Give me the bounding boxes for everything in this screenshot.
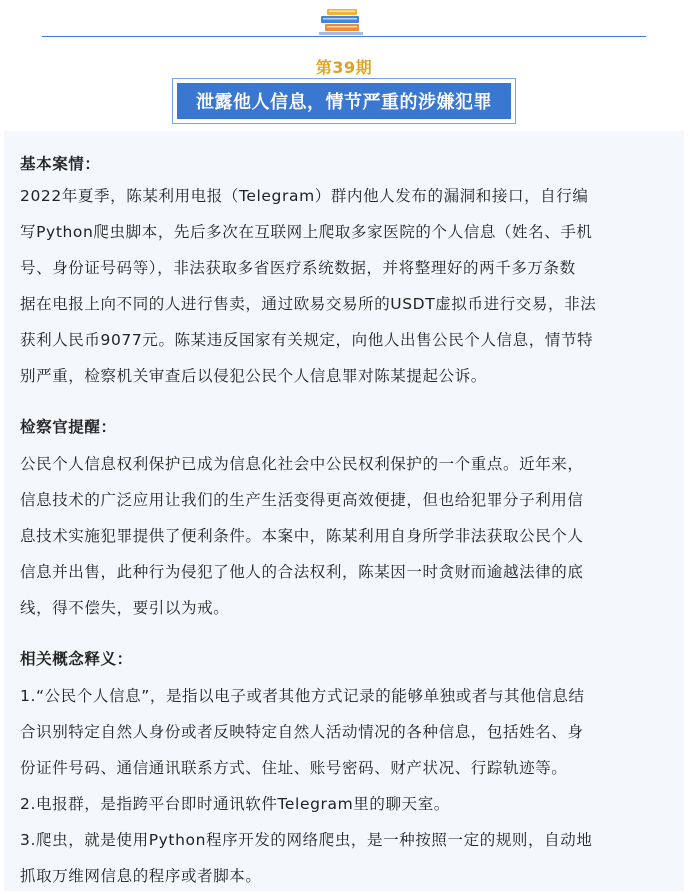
books-icon — [313, 6, 369, 36]
page-title: 泄露他人信息，情节严重的涉嫌犯罪 — [177, 83, 511, 119]
reminder-line: 公民个人信息权利保护已成为信息化社会中公民权利保护的一个重点。近年来， — [20, 455, 584, 473]
content-panel — [4, 131, 684, 891]
concept-line: 1.“公民个人信息”，是指以电子或者其他方式记录的能够单独或者与其他信息结 — [20, 687, 585, 705]
case-line: 号、身份证号码等），非法获取多省医疗系统数据，并将整理好的两千多万条数 — [20, 259, 576, 277]
reminder-line: 线，得不偿失，要引以为戒。 — [20, 599, 230, 617]
case-line: 写Python爬虫脚本，先后多次在互联网上爬取多家医院的个人信息（姓名、手机 — [20, 223, 593, 241]
reminder-line: 信息并出售，此种行为侵犯了他人的合法权利，陈某因一时贪财而逾越法律的底 — [20, 563, 584, 581]
header-divider — [42, 36, 646, 37]
concept-line: 2.电报群，是指跨平台即时通讯软件Telegram里的聊天室。 — [20, 795, 450, 813]
issue-number: 第39期 — [315, 58, 373, 77]
section-heading-case: 基本案情： — [20, 155, 101, 173]
reminder-line: 息技术实施犯罪提供了便利条件。本案中，陈某利用自身所学非法获取公民个人 — [20, 527, 584, 545]
case-line: 2022年夏季，陈某利用电报（Telegram）群内他人发布的漏洞和接口，自行编 — [20, 187, 589, 205]
section-heading-reminder: 检察官提醒： — [20, 418, 117, 436]
concept-line: 份证件号码、通信通讯联系方式、住址、账号密码、财产状况、行踪轨迹等。 — [20, 759, 568, 777]
concept-line: 抓取万维网信息的程序或者脚本。 — [20, 867, 262, 885]
title-frame — [172, 78, 516, 124]
header-decoration — [0, 0, 688, 50]
reminder-line: 信息技术的广泛应用让我们的生产生活变得更高效便捷，但也给犯罪分子利用信 — [20, 491, 584, 509]
concept-line: 3.爬虫，就是使用Python程序开发的网络爬虫，是一种按照一定的规则，自动地 — [20, 831, 593, 849]
concept-line: 合识别特定自然人身份或者反映特定自然人活动情况的各种信息，包括姓名、身 — [20, 723, 584, 741]
section-heading-concepts: 相关概念释义： — [20, 650, 133, 668]
case-line: 别严重，检察机关审查后以侵犯公民个人信息罪对陈某提起公诉。 — [20, 367, 487, 385]
case-line: 获利人民币9077元。陈某违反国家有关规定，向他人出售公民个人信息，情节特 — [20, 331, 594, 349]
case-line: 据在电报上向不同的人进行售卖，通过欧易交易所的USDT虚拟币进行交易，非法 — [20, 295, 597, 313]
